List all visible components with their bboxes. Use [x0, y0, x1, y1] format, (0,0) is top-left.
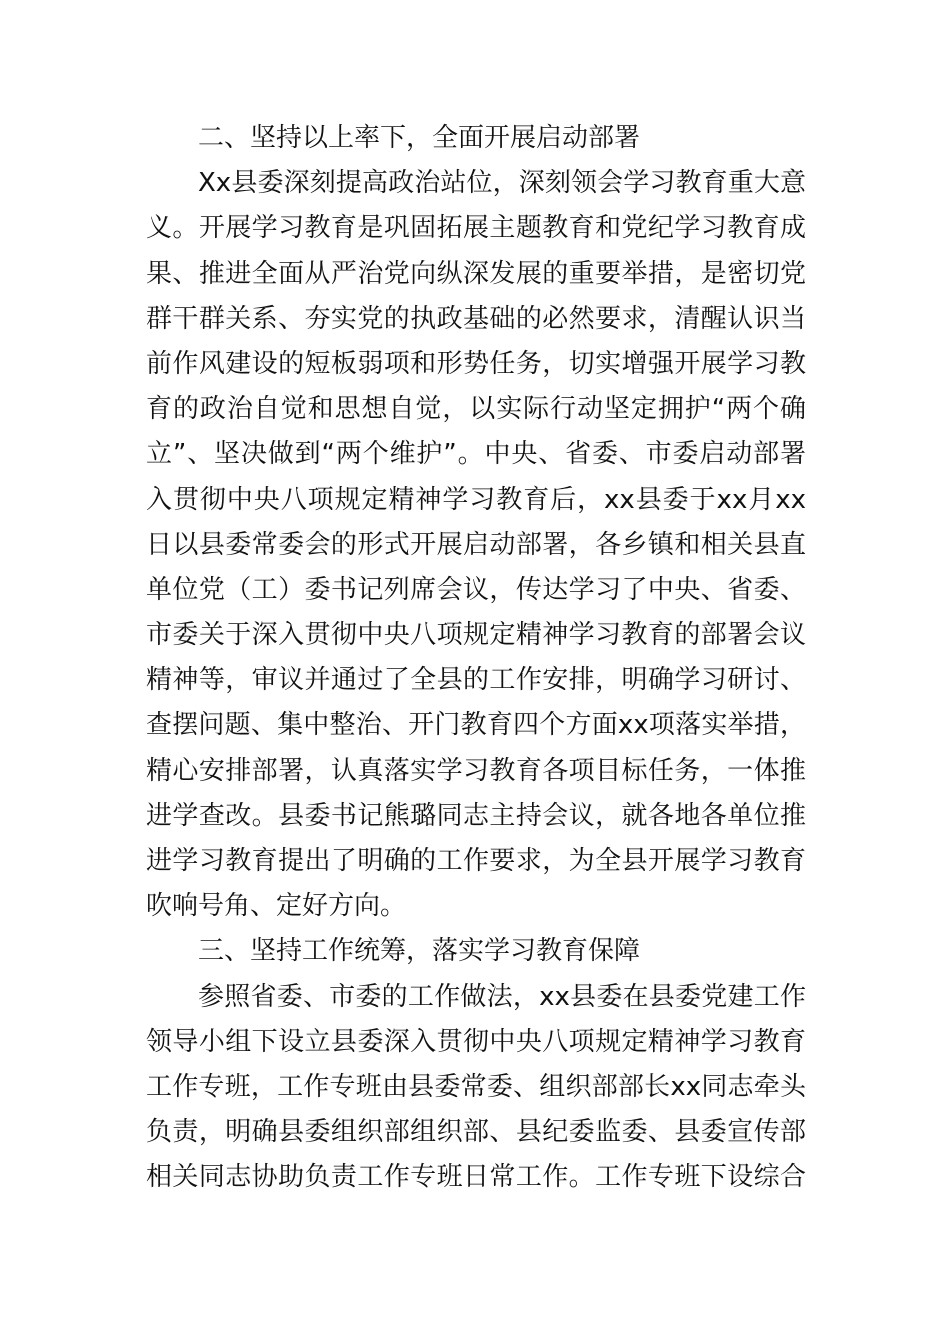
paragraph-line: 参照省委、市委的工作做法，xx县委在县委党建工作	[198, 981, 806, 1012]
paragraph-line: 果、推进全面从严治党向纵深发展的重要举措，是密切党	[146, 258, 806, 289]
section-heading: 三、坚持工作统筹，落实学习教育保障	[198, 936, 641, 967]
paragraph-line: 日以县委常委会的形式开展启动部署，各乡镇和相关县直	[146, 529, 806, 560]
paragraph-line: 领导小组下设立县委深入贯彻中央八项规定精神学习教育	[146, 1026, 806, 1057]
section-heading: 二、坚持以上率下，全面开展启动部署	[198, 123, 641, 153]
paragraph-line: 精神等，审议并通过了全县的工作安排，明确学习研讨、	[146, 665, 806, 696]
paragraph-line: 单位党（工）委书记列席会议，传达学习了中央、省委、	[146, 574, 806, 605]
paragraph-line: 立”、坚决做到“两个维护”。中央、省委、市委启动部署	[146, 439, 806, 470]
paragraph-line: 育的政治自觉和思想自觉，以实际行动坚定拥护“两个确	[146, 394, 806, 425]
paragraph-line: 查摆问题、集中整治、开门教育四个方面xx项落实举措，	[146, 710, 806, 741]
paragraph-line: 群干群关系、夯实党的执政基础的必然要求，清醒认识当	[146, 303, 806, 334]
paragraph-line: 市委关于深入贯彻中央八项规定精神学习教育的部署会议	[146, 620, 806, 651]
paragraph-line: Xx县委深刻提高政治站位，深刻领会学习教育重大意	[198, 168, 806, 199]
paragraph-line: 前作风建设的短板弱项和形势任务，切实增强开展学习教	[146, 348, 806, 379]
paragraph-line: 进学习教育提出了明确的工作要求，为全县开展学习教育	[146, 846, 806, 876]
paragraph-line: 精心安排部署，认真落实学习教育各项目标任务，一体推	[146, 755, 806, 786]
paragraph-line: 相关同志协助负责工作专班日常工作。工作专班下设综合	[146, 1162, 806, 1193]
paragraph-line: 负责，明确县委组织部组织部、县纪委监委、县委宣传部	[146, 1117, 806, 1148]
document-page	[146, 116, 806, 1201]
paragraph-line: 入贯彻中央八项规定精神学习教育后，xx县委于xx月xx	[146, 484, 806, 515]
paragraph-line: 进学查改。县委书记熊璐同志主持会议，就各地各单位推	[146, 800, 806, 831]
paragraph-line: 工作专班，工作专班由县委常委、组织部部长xx同志牵头	[146, 1071, 806, 1102]
paragraph-line: 义。开展学习教育是巩固拓展主题教育和党纪学习教育成	[146, 213, 806, 244]
paragraph-line: 吹响号角、定好方向。	[146, 891, 407, 922]
